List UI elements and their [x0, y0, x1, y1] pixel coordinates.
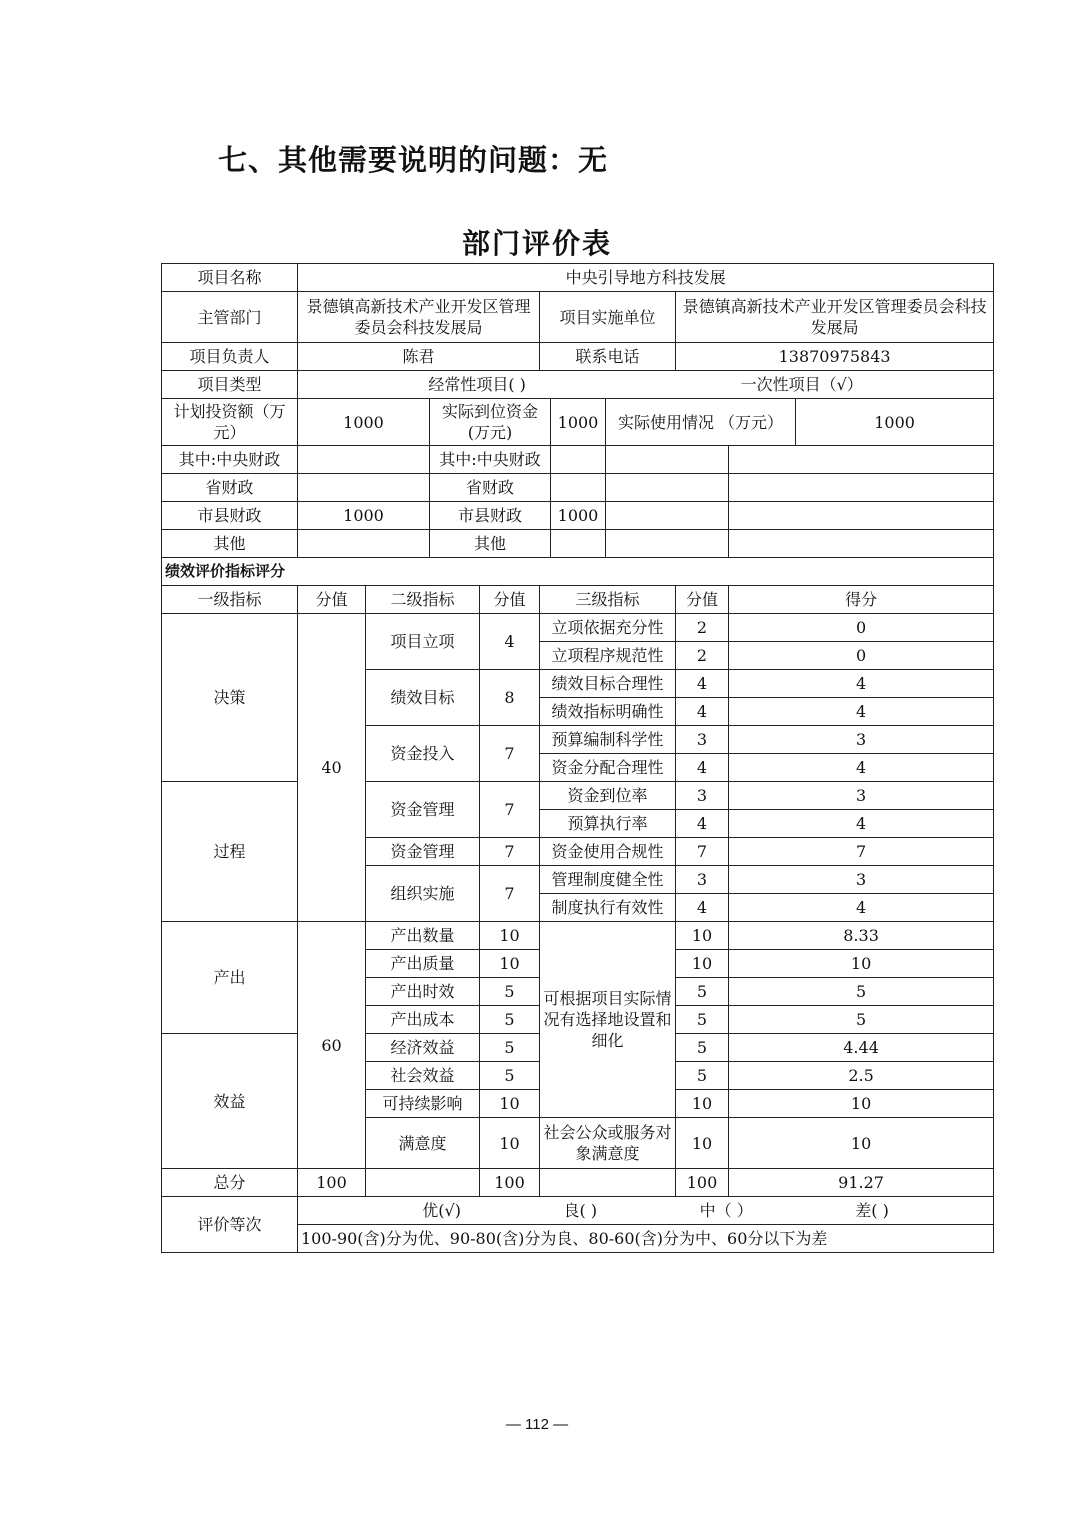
phone-value: 13870975843 [676, 343, 994, 371]
grade-label: 评价等次 [162, 1197, 298, 1253]
l3-got: 0 [729, 614, 994, 642]
l2-score: 10 [480, 922, 540, 950]
perf-section-label: 绩效评价指标评分 [162, 558, 994, 586]
fund-row-label2: 市县财政 [430, 502, 551, 530]
total-score-2: 100 [480, 1169, 540, 1197]
l3-got: 4.44 [729, 1034, 994, 1062]
l2-score: 10 [480, 1118, 540, 1169]
fund-row-empty [606, 502, 729, 530]
l2-score: 5 [480, 978, 540, 1006]
l3-got: 4 [729, 698, 994, 726]
l3-got: 0 [729, 642, 994, 670]
score-60: 60 [298, 922, 366, 1169]
table-title: 部门评价表 [461, 227, 612, 260]
l3-got: 10 [729, 950, 994, 978]
evaluation-table [161, 263, 994, 1253]
l3-score: 4 [676, 698, 729, 726]
fund-row-received [551, 446, 606, 474]
l3-score: 4 [676, 670, 729, 698]
l3-got: 3 [729, 726, 994, 754]
fund-row-empty [729, 502, 994, 530]
l3-score: 3 [676, 782, 729, 810]
grade-poor: 差( ) [855, 1201, 889, 1220]
fund-row-empty [606, 446, 729, 474]
l2-item: 产出质量 [366, 950, 480, 978]
planned-value: 1000 [298, 399, 430, 446]
l3-item: 制度执行有效性 [540, 894, 676, 922]
l3-item: 立项依据充分性 [540, 614, 676, 642]
l3-got: 4 [729, 754, 994, 782]
label-used: 实际使用情况 （万元） [606, 399, 796, 446]
fund-row-label2: 省财政 [430, 474, 551, 502]
impl-value: 景德镇高新技术产业开发区管理委员会科技发展局 [676, 292, 994, 343]
l3-got: 4 [729, 670, 994, 698]
l3-score: 5 [676, 978, 729, 1006]
grade-rule: 100-90(含)分为优、90-80(含)分为良、80-60(含)分为中、60分以下为差 [298, 1225, 994, 1253]
label-phone: 联系电话 [540, 343, 676, 371]
dept-value: 景德镇高新技术产业开发区管理委员会科技发展局 [298, 292, 540, 343]
l2-score: 8 [480, 670, 540, 726]
l3-score: 4 [676, 810, 729, 838]
l3-got: 4 [729, 810, 994, 838]
perf-header: 二级指标 [366, 586, 480, 614]
perf-header: 得分 [729, 586, 994, 614]
perf-header: 一级指标 [162, 586, 298, 614]
l2-score: 7 [480, 782, 540, 838]
label-planned: 计划投资额（万元） [162, 399, 298, 446]
l3-item: 立项程序规范性 [540, 642, 676, 670]
l3-got: 8.33 [729, 922, 994, 950]
flex-note: 可根据项目实际情况有选择地设置和细化 [540, 922, 676, 1118]
fund-row-label: 市县财政 [162, 502, 298, 530]
fund-row-planned: 1000 [298, 502, 430, 530]
l3-got: 10 [729, 1090, 994, 1118]
l3-score: 3 [676, 726, 729, 754]
perf-header: 分值 [480, 586, 540, 614]
l2-item: 可持续影响 [366, 1090, 480, 1118]
section-heading: 七、其他需要说明的问题：无 [218, 143, 609, 177]
l2-score: 10 [480, 1090, 540, 1118]
l2-score: 4 [480, 614, 540, 670]
l2-score: 10 [480, 950, 540, 978]
fund-row-empty [606, 474, 729, 502]
l3-item: 预算执行率 [540, 810, 676, 838]
label-project-name: 项目名称 [162, 264, 298, 292]
l2-item: 组织实施 [366, 866, 480, 922]
total-label: 总分 [162, 1169, 298, 1197]
l3-score: 5 [676, 1006, 729, 1034]
label-leader: 项目负责人 [162, 343, 298, 371]
type-regular: 经常性项目( ) [428, 375, 526, 394]
fund-row-empty [729, 474, 994, 502]
l3-item: 管理制度健全性 [540, 866, 676, 894]
l2-item: 资金管理 [366, 838, 480, 866]
l3-item: 绩效指标明确性 [540, 698, 676, 726]
l3-score: 2 [676, 642, 729, 670]
satisfaction-note: 社会公众或服务对象满意度 [540, 1118, 676, 1169]
l3-got: 3 [729, 782, 994, 810]
leader-value: 陈君 [298, 343, 540, 371]
l2-item: 资金管理 [366, 782, 480, 838]
l3-item: 资金到位率 [540, 782, 676, 810]
fund-row-label: 省财政 [162, 474, 298, 502]
grade-good: 良( ) [563, 1201, 598, 1220]
total-score-1: 100 [298, 1169, 366, 1197]
l3-score: 10 [676, 1090, 729, 1118]
l3-got: 5 [729, 978, 994, 1006]
l2-item: 社会效益 [366, 1062, 480, 1090]
l3-item: 资金分配合理性 [540, 754, 676, 782]
l3-score: 7 [676, 838, 729, 866]
l3-item: 绩效目标合理性 [540, 670, 676, 698]
label-impl: 项目实施单位 [540, 292, 676, 343]
l3-score: 5 [676, 1062, 729, 1090]
l2-item: 产出数量 [366, 922, 480, 950]
l2-item: 经济效益 [366, 1034, 480, 1062]
type-values [298, 371, 994, 399]
l3-score: 10 [676, 922, 729, 950]
l2-item: 产出时效 [366, 978, 480, 1006]
l2-score: 5 [480, 1062, 540, 1090]
page-number: — 112 — [505, 1416, 569, 1433]
fund-row-label: 其中:中央财政 [162, 446, 298, 474]
l2-item: 资金投入 [366, 726, 480, 782]
perf-header: 分值 [298, 586, 366, 614]
l3-score: 3 [676, 866, 729, 894]
total-empty [366, 1169, 480, 1197]
fund-row-label2: 其中:中央财政 [430, 446, 551, 474]
grade-medium: 中（ ） [699, 1201, 753, 1220]
type-onetime: 一次性项目（√） [740, 375, 863, 394]
l3-item: 预算编制科学性 [540, 726, 676, 754]
project-name: 中央引导地方科技发展 [298, 264, 994, 292]
l1-output: 产出 [162, 922, 298, 1034]
fund-row-planned [298, 530, 430, 558]
fund-row-empty [729, 446, 994, 474]
score-40: 40 [298, 614, 366, 922]
received-value: 1000 [551, 399, 606, 446]
total-got: 91.27 [729, 1169, 994, 1197]
l3-score: 5 [676, 1034, 729, 1062]
l3-score: 2 [676, 614, 729, 642]
total-empty [540, 1169, 676, 1197]
l2-score: 7 [480, 726, 540, 782]
grade-excellent: 优(√) [422, 1201, 461, 1220]
l3-got: 2.5 [729, 1062, 994, 1090]
perf-header: 分值 [676, 586, 729, 614]
l3-score: 4 [676, 894, 729, 922]
l3-got: 4 [729, 894, 994, 922]
l2-score: 5 [480, 1006, 540, 1034]
l1-decision: 决策 [162, 614, 298, 782]
l1-benefit: 效益 [162, 1034, 298, 1169]
l3-score: 10 [676, 950, 729, 978]
fund-row-label2: 其他 [430, 530, 551, 558]
fund-row-received [551, 474, 606, 502]
l3-got: 5 [729, 1006, 994, 1034]
l3-score: 10 [676, 1118, 729, 1169]
perf-header: 三级指标 [540, 586, 676, 614]
total-score-3: 100 [676, 1169, 729, 1197]
fund-row-planned [298, 474, 430, 502]
label-received: 实际到位资金(万元) [430, 399, 551, 446]
l2-item: 绩效目标 [366, 670, 480, 726]
l2-item: 产出成本 [366, 1006, 480, 1034]
l3-got: 3 [729, 866, 994, 894]
l3-got: 10 [729, 1118, 994, 1169]
fund-row-empty [606, 530, 729, 558]
fund-row-received: 1000 [551, 502, 606, 530]
l3-got: 7 [729, 838, 994, 866]
l2-score: 7 [480, 866, 540, 922]
fund-row-received [551, 530, 606, 558]
l2-score: 7 [480, 838, 540, 866]
l2-score: 5 [480, 1034, 540, 1062]
l1-process: 过程 [162, 782, 298, 922]
l3-item: 资金使用合规性 [540, 838, 676, 866]
label-type: 项目类型 [162, 371, 298, 399]
fund-row-planned [298, 446, 430, 474]
label-dept: 主管部门 [162, 292, 298, 343]
used-value: 1000 [796, 399, 994, 446]
fund-row-empty [729, 530, 994, 558]
l3-score: 4 [676, 754, 729, 782]
grade-options [298, 1197, 994, 1225]
fund-row-label: 其他 [162, 530, 298, 558]
l2-item: 项目立项 [366, 614, 480, 670]
l2-item: 满意度 [366, 1118, 480, 1169]
